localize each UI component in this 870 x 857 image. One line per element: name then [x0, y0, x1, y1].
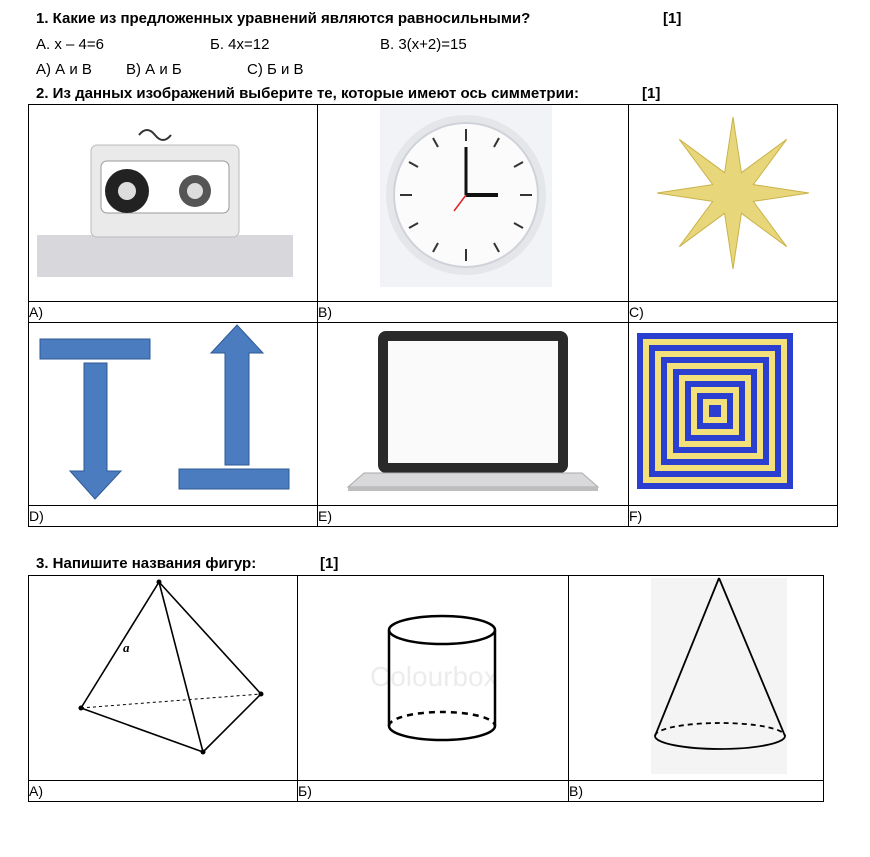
- clock-image: [318, 105, 628, 301]
- image-arrows-cell: [29, 323, 318, 506]
- figure-cylinder-cell: [298, 576, 569, 781]
- q3-score: [1]: [320, 555, 339, 572]
- label-q3-a: А): [29, 781, 298, 802]
- label-q3-b: Б): [298, 781, 569, 802]
- q1-score: [1]: [663, 10, 682, 27]
- cassette-image: [29, 105, 317, 301]
- q1-title: 1. Какие из предложенных уравнений являются равносильными?: [36, 10, 531, 27]
- image-frame-cell: [629, 323, 838, 506]
- figure-pyramid-cell: [29, 576, 298, 781]
- arrows-image: [29, 323, 317, 505]
- cylinder-figure: [298, 576, 568, 780]
- label-d: D): [29, 506, 318, 527]
- star-image: [629, 105, 837, 301]
- q3-figure-grid: [28, 575, 824, 802]
- label-b: B): [318, 302, 629, 323]
- q1-equation-c: В. 3(x+2)=15: [380, 36, 467, 53]
- q3-title: 3. Напишите названия фигур:: [36, 555, 257, 572]
- cone-figure: [569, 576, 823, 780]
- label-a: A): [29, 302, 318, 323]
- q1-answer-c: С) Б и В: [247, 61, 304, 78]
- image-laptop-cell: [318, 323, 629, 506]
- image-clock-cell: [318, 105, 629, 302]
- watermark-text: Colourbox: [370, 661, 498, 692]
- q1-equation-a: А. x – 4=6: [36, 36, 104, 53]
- pyramid-edge-label: a: [123, 640, 130, 655]
- q1-answer-b: В) А и Б: [126, 61, 182, 78]
- frame-band: [709, 405, 721, 417]
- label-f: F): [629, 506, 838, 527]
- q2-score: [1]: [642, 85, 661, 102]
- q2-title: 2. Из данных изображений выберите те, которые имеют ось симметрии:: [36, 85, 580, 102]
- frame-image: [629, 323, 837, 505]
- q1-answer-a: А) А и В: [36, 61, 92, 78]
- q1-equation-b: Б. 4x=12: [210, 36, 270, 53]
- image-star-cell: [629, 105, 838, 302]
- image-cassette-cell: [29, 105, 318, 302]
- label-q3-c: В): [569, 781, 824, 802]
- pyramid-figure: [29, 576, 297, 780]
- star-shape: [657, 117, 809, 269]
- laptop-image: [318, 323, 628, 505]
- figure-cone-cell: [569, 576, 824, 781]
- label-c: C): [629, 302, 838, 323]
- label-e: E): [318, 506, 629, 527]
- q2-image-grid: [28, 104, 838, 527]
